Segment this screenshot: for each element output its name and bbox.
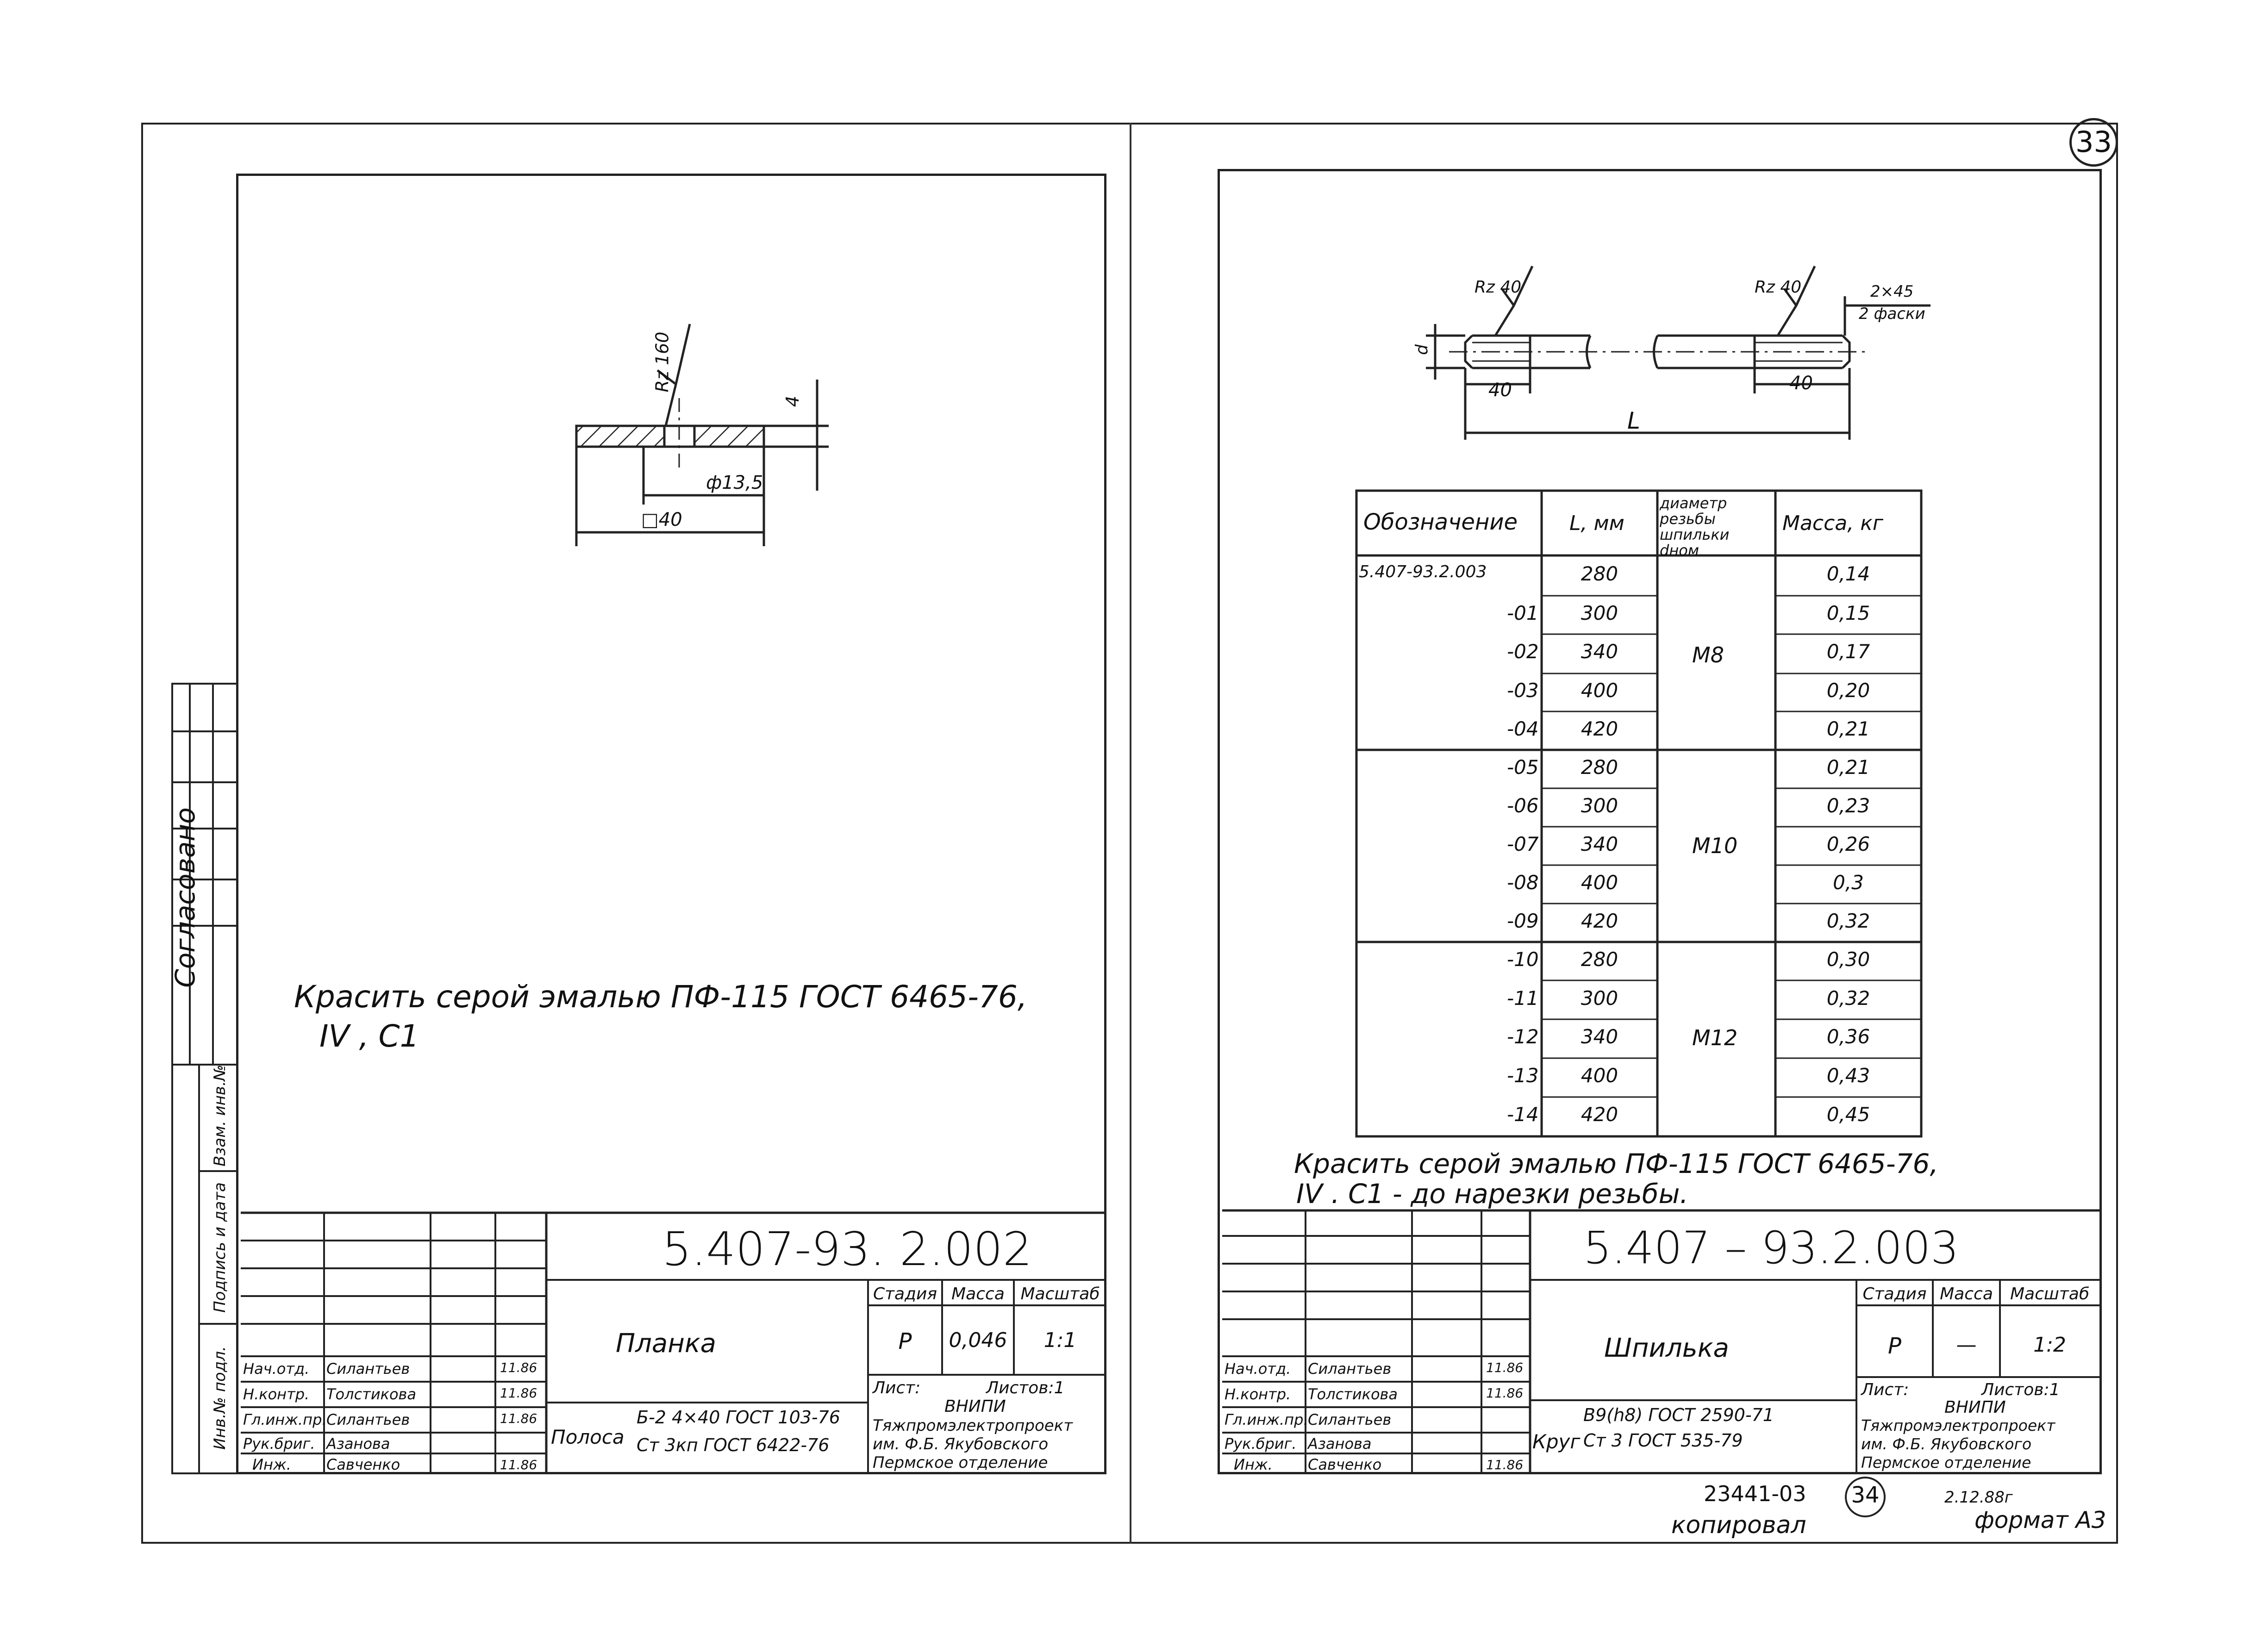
table-header-mass: Масса, кг [1782, 511, 1883, 535]
right-org-line3: им. Ф.Б. Якубовского [1861, 1435, 2032, 1453]
table-cell-designation: -03 [1507, 679, 1539, 702]
left-signer-date: 11.86 [500, 1385, 537, 1401]
left-org-line2: Тяжпромэлектропроект [873, 1416, 1073, 1435]
thread-group-m8: М8 [1692, 642, 1724, 667]
table-cell-length: 340 [1581, 1025, 1618, 1048]
page-number: 33 [2075, 125, 2112, 159]
left-sheet-label: Лист: [873, 1378, 921, 1397]
table-cell-mass: 0,15 [1826, 602, 1870, 624]
left-stage: Р [898, 1328, 912, 1354]
right-material-word: Круг [1532, 1430, 1581, 1453]
table-cell-mass: 0,26 [1826, 833, 1870, 855]
left-doc-code: 5.407-93. 2.002 [662, 1222, 1032, 1276]
right-signer-name: Азанова [1308, 1435, 1372, 1453]
right-org-line1: ВНИПИ [1944, 1398, 2006, 1417]
plate-thickness: 4 [782, 395, 803, 407]
left-col-mass: Масса [951, 1285, 1005, 1303]
right-sheets-label: Листов:1 [1981, 1380, 2060, 1399]
left-signer-role: Рук.бриг. [243, 1435, 315, 1453]
right-org-line2: Тяжпромэлектропроект [1861, 1416, 2056, 1434]
left-signer-role: Инж. [252, 1456, 291, 1473]
plate-hole-dia: ф13,5 [706, 472, 763, 493]
table-header-designation: Обозначение [1363, 509, 1518, 535]
right-col-scale: Масштаб [2010, 1285, 2090, 1303]
plate-size: □40 [641, 509, 682, 530]
right-signer-name: Силантьев [1308, 1360, 1392, 1378]
table-cell-designation: -07 [1507, 833, 1539, 855]
side-label-inventory: Инв.№ подл. [211, 1346, 229, 1450]
table-cell-mass: 0,43 [1826, 1064, 1870, 1087]
side-label-signature: Подпись и дата [211, 1182, 229, 1313]
table-cell-length: 340 [1581, 640, 1618, 663]
stud-len-left: 40 [1488, 380, 1512, 401]
left-signer-name: Силантьев [326, 1360, 410, 1378]
table-cell-mass: 0,21 [1826, 717, 1870, 740]
left-material-bottom: Ст 3кп ГОСТ 6422-76 [637, 1435, 830, 1455]
table-cell-mass: 0,20 [1826, 679, 1870, 702]
table-cell-mass: 0,3 [1833, 871, 1864, 894]
right-org-line4: Пермское отделение [1861, 1453, 2031, 1472]
right-note-line2: IV . С1 - до нарезки резьбы. [1296, 1178, 1688, 1210]
table-cell-designation: -10 [1507, 948, 1539, 971]
table-cell-length: 420 [1581, 1103, 1618, 1126]
right-signer-role: Гл.инж.пр. [1225, 1411, 1308, 1428]
table-cell-length: 300 [1581, 794, 1618, 817]
stud-chamfer-bottom: 2 фаски [1859, 305, 1925, 323]
right-scale: 1:2 [2033, 1333, 2066, 1357]
left-part-name: Планка [616, 1328, 716, 1359]
footer-circle-number: 34 [1851, 1482, 1880, 1508]
left-note-line2: IV , С1 [319, 1018, 419, 1054]
left-signer-role: Нач.отд. [243, 1360, 310, 1378]
table-cell-length: 340 [1581, 833, 1618, 855]
thread-group-m10: М10 [1692, 833, 1738, 858]
right-signer-name: Силантьев [1308, 1411, 1392, 1428]
side-label-substitute: Взам. инв.№ [211, 1064, 229, 1167]
right-mass: — [1956, 1333, 1977, 1357]
left-signer-name: Азанова [326, 1435, 390, 1453]
table-cell-mass: 0,36 [1826, 1025, 1870, 1048]
right-signer-role: Н.контр. [1225, 1385, 1291, 1403]
plate-roughness: Rz 160 [652, 331, 673, 393]
table-cell-length: 400 [1581, 679, 1618, 702]
right-signer-role: Инж. [1234, 1456, 1273, 1473]
table-header-length: L, мм [1569, 511, 1624, 535]
left-sheets-label: Листов:1 [986, 1378, 1065, 1397]
left-material-top: Б-2 4×40 ГОСТ 103-76 [637, 1407, 840, 1428]
right-signer-name: Савченко [1308, 1456, 1382, 1473]
table-cell-mass: 0,32 [1826, 910, 1870, 932]
right-material-bottom: Ст 3 ГОСТ 535-79 [1583, 1430, 1743, 1451]
table-cell-length: 420 [1581, 910, 1618, 932]
approved-label: Согласовано [169, 807, 201, 988]
table-cell-mass: 0,45 [1826, 1103, 1870, 1126]
table-cell-mass: 0,32 [1826, 987, 1870, 1010]
copied-label: копировал [1671, 1511, 1806, 1539]
left-signer-role: Гл.инж.пр. [243, 1411, 327, 1428]
table-header-thread: диаметр резьбы шпильки dном [1660, 494, 1730, 559]
right-doc-code: 5.407 – 93.2.003 [1583, 1222, 1959, 1274]
left-signer-name: Толстикова [326, 1385, 416, 1403]
table-cell-designation: -09 [1507, 910, 1539, 932]
table-cell-length: 280 [1581, 562, 1618, 585]
right-signer-name: Толстикова [1308, 1385, 1398, 1403]
stud-diameter: d [1412, 344, 1431, 355]
stud-len-total: L [1627, 407, 1640, 434]
table-cell-designation: -08 [1507, 871, 1539, 894]
table-cell-mass: 0,30 [1826, 948, 1870, 971]
right-note-line1: Красить серой эмалью ПФ-115 ГОСТ 6465-76, [1294, 1148, 1938, 1179]
table-cell-length: 300 [1581, 987, 1618, 1010]
table-cell-mass: 0,23 [1826, 794, 1870, 817]
left-signer-date: 11.86 [500, 1360, 537, 1375]
table-cell-designation: -11 [1507, 987, 1539, 1010]
inventory-number: 23441-03 [1704, 1481, 1806, 1506]
table-cell-designation: -14 [1507, 1103, 1539, 1126]
left-signer-date: 11.86 [500, 1411, 537, 1426]
table-cell-length: 400 [1581, 1064, 1618, 1087]
left-org-line1: ВНИПИ [944, 1397, 1006, 1416]
right-sheet-label: Лист: [1861, 1380, 1909, 1399]
right-material-top: В9(h8) ГОСТ 2590-71 [1583, 1405, 1774, 1425]
left-signer-name: Силантьев [326, 1411, 410, 1428]
right-signer-date: 11.86 [1486, 1385, 1524, 1401]
table-cell-designation: -02 [1507, 640, 1539, 663]
left-note-line1: Красить серой эмалью ПФ-115 ГОСТ 6465-76, [294, 979, 1027, 1015]
table-cell-length: 420 [1581, 717, 1618, 740]
table-cell-length: 400 [1581, 871, 1618, 894]
stud-chamfer-top: 2×45 [1870, 282, 1914, 301]
table-cell-mass: 0,21 [1826, 756, 1870, 779]
table-cell-designation: 5.407-93.2.003 [1359, 562, 1487, 581]
right-signer-date: 11.86 [1486, 1360, 1524, 1375]
left-org-line4: Пермское отделение [873, 1453, 1048, 1472]
right-col-stage: Стадия [1862, 1285, 1927, 1303]
table-cell-designation: -04 [1507, 717, 1539, 740]
table-cell-designation: -06 [1507, 794, 1539, 817]
stud-roughness-right: Rz 40 [1755, 278, 1802, 297]
format-label: формат А3 [1974, 1507, 2106, 1534]
left-mass: 0,046 [949, 1328, 1007, 1352]
left-scale: 1:1 [1043, 1328, 1077, 1352]
table-cell-designation: -01 [1507, 602, 1539, 624]
table-cell-length: 280 [1581, 756, 1618, 779]
stud-roughness-left: Rz 40 [1475, 278, 1522, 297]
table-cell-mass: 0,14 [1826, 562, 1870, 585]
table-cell-designation: -13 [1507, 1064, 1539, 1087]
right-signer-date: 11.86 [1486, 1457, 1524, 1472]
left-col-scale: Масштаб [1020, 1285, 1100, 1303]
left-signer-role: Н.контр. [243, 1385, 310, 1403]
thread-group-m12: М12 [1692, 1025, 1738, 1050]
left-material-word: Полоса [551, 1426, 625, 1448]
right-signer-role: Нач.отд. [1225, 1360, 1291, 1378]
stud-len-right: 40 [1789, 373, 1813, 394]
left-org-line3: им. Ф.Б. Якубовского [873, 1435, 1049, 1453]
left-signer-name: Савченко [326, 1456, 400, 1473]
table-cell-designation: -12 [1507, 1025, 1539, 1048]
right-part-name: Шпилька [1604, 1333, 1729, 1363]
table-cell-length: 280 [1581, 948, 1618, 971]
date-note: 2.12.88г [1944, 1488, 2013, 1507]
left-signer-date: 11.86 [500, 1457, 537, 1472]
right-col-mass: Масса [1940, 1285, 1993, 1303]
table-cell-mass: 0,17 [1826, 640, 1870, 663]
table-cell-designation: -05 [1507, 756, 1539, 779]
right-stage: Р [1888, 1333, 1901, 1359]
right-signer-role: Рук.бриг. [1225, 1435, 1297, 1453]
left-col-stage: Стадия [873, 1285, 937, 1303]
table-cell-length: 300 [1581, 602, 1618, 624]
